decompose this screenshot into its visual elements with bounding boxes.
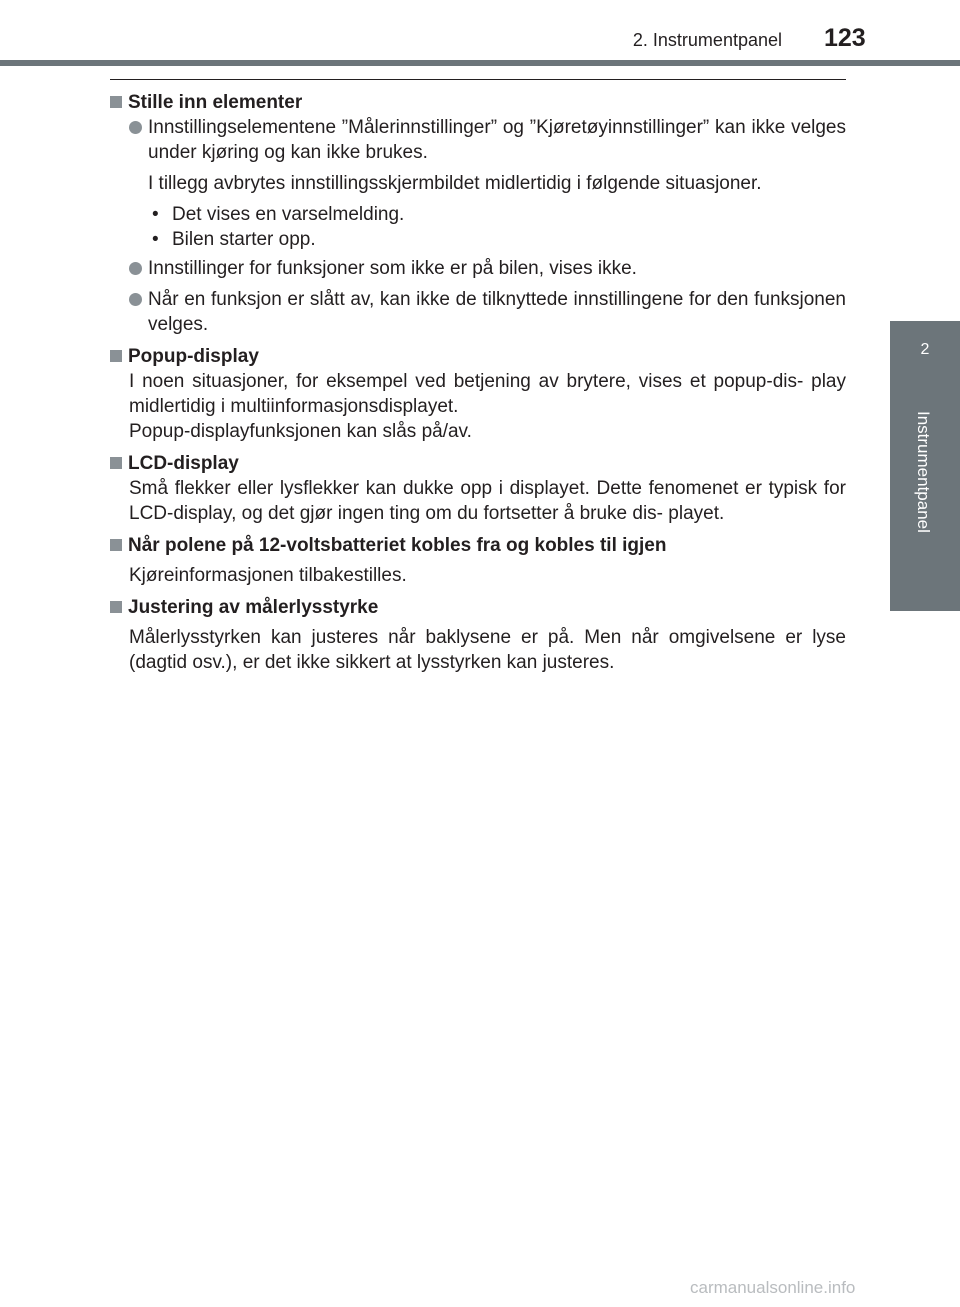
circle-bullet-icon (129, 262, 142, 275)
section-lcd (110, 451, 846, 526)
section-body: Kjøreinformasjonen tilbakestilles. (129, 565, 407, 586)
list-item (129, 287, 846, 337)
section-stille (110, 90, 846, 337)
side-tab-number: 2 (920, 341, 930, 358)
item-text: Innstillinger for funksjoner som ikke er på bilen, vises ikke. (148, 258, 637, 279)
watermark: carmanualsonline.info (690, 1278, 856, 1297)
section-title: Når polene på 12-voltsbatteriet kobles fra og kobles til igjen (128, 535, 667, 556)
top-rule (110, 79, 846, 80)
side-tab-label: Instrumentpanel (914, 411, 933, 533)
list-item (129, 256, 846, 281)
section-body: Målerlysstyrken kan justeres når baklysene er på. Men når omgivelsene er lyse (dagtid osv.), er det ikke sikkert at lysstyrken kan justeres. (129, 627, 846, 673)
square-bullet-icon (110, 96, 122, 108)
sub-list (129, 202, 846, 252)
section-title: Popup-display (128, 346, 259, 367)
section-body: I noen situasjoner, for eksempel ved betjening av brytere, vises et popup-dis- play midlertidig i multiinformasjonsdisplayet. (129, 371, 846, 417)
section-battery (110, 533, 846, 588)
section-title: Justering av målerlysstyrke (128, 597, 379, 618)
item-text: Når en funksjon er slått av, kan ikke de tilknyttede innstillingene for den funksjonen velges. (148, 289, 846, 335)
main-content (110, 90, 846, 682)
section-body: Små flekker eller lysflekker kan dukke opp i displayet. Dette fenomenet er typisk for LCD-display, og det gjør ingen ting om du fortsetter å bruke dis- playet. (129, 478, 846, 524)
section-popup (110, 344, 846, 444)
circle-bullet-icon (129, 121, 142, 134)
square-bullet-icon (110, 457, 122, 469)
square-bullet-icon (110, 601, 122, 613)
section-brightness (110, 595, 846, 675)
page-number: 123 (824, 24, 866, 52)
section-body: Popup-displayfunksjonen kan slås på/av. (129, 421, 472, 442)
item-continuation: I tillegg avbrytes innstillingsskjermbildet midlertidig i følgende situasjoner. (148, 173, 762, 194)
circle-bullet-icon (129, 293, 142, 306)
list-item (129, 115, 846, 165)
chapter-title: 2. Instrumentpanel (632, 30, 782, 50)
section-title: Stille inn elementer (128, 92, 303, 113)
section-title: LCD-display (128, 453, 239, 474)
sub-item: • Det vises en varselmelding. (152, 204, 405, 225)
square-bullet-icon (110, 350, 122, 362)
header-bar (0, 60, 960, 66)
sub-item: • Bilen starter opp. (152, 229, 316, 250)
square-bullet-icon (110, 539, 122, 551)
chapter-side-tab (890, 321, 960, 611)
item-text: Innstillingselementene ”Målerinnstillinger” og ”Kjøretøyinnstillinger” kan ikke velges under kjøring og kan ikke brukes. (148, 117, 846, 163)
